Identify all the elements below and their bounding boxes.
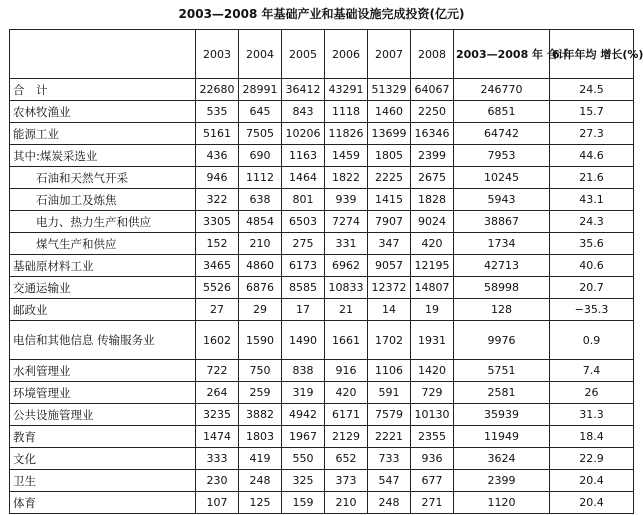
header-year: 2008 <box>411 30 454 79</box>
year-value-cell: 550 <box>282 448 325 470</box>
row-category: 环境管理业 <box>10 382 196 404</box>
row-category: 体育 <box>10 492 196 514</box>
year-value-cell: 2221 <box>368 426 411 448</box>
table-row <box>10 123 634 145</box>
year-value-cell: 22680 <box>196 79 239 101</box>
growth-cell: 15.7 <box>550 101 634 123</box>
row-category: 教育 <box>10 426 196 448</box>
year-value-cell: 9057 <box>368 255 411 277</box>
year-value-cell: 8585 <box>282 277 325 299</box>
year-value-cell: 652 <box>325 448 368 470</box>
year-value-cell: 7505 <box>239 123 282 145</box>
year-value-cell: 10206 <box>282 123 325 145</box>
year-value-cell: 3305 <box>196 211 239 233</box>
growth-cell: 7.4 <box>550 360 634 382</box>
year-value-cell: 6503 <box>282 211 325 233</box>
total-cell: 128 <box>454 299 550 321</box>
year-value-cell: 12195 <box>411 255 454 277</box>
total-cell: 35939 <box>454 404 550 426</box>
header-total: 2003—2008 年 合计 <box>454 30 550 79</box>
year-value-cell: 28991 <box>239 79 282 101</box>
row-category: 煤气生产和供应 <box>10 233 196 255</box>
row-category: 公共设施管理业 <box>10 404 196 426</box>
header-category <box>10 30 196 79</box>
year-value-cell: 1106 <box>368 360 411 382</box>
year-value-cell: 1460 <box>368 101 411 123</box>
year-value-cell: 333 <box>196 448 239 470</box>
growth-cell: 24.5 <box>550 79 634 101</box>
growth-cell: 24.3 <box>550 211 634 233</box>
year-value-cell: 6173 <box>282 255 325 277</box>
row-category: 电力、热力生产和供应 <box>10 211 196 233</box>
year-value-cell: 159 <box>282 492 325 514</box>
year-value-cell: 838 <box>282 360 325 382</box>
year-value-cell: 3235 <box>196 404 239 426</box>
table-body <box>10 79 634 514</box>
row-category: 能源工业 <box>10 123 196 145</box>
year-value-cell: 1602 <box>196 321 239 360</box>
growth-cell: 26 <box>550 382 634 404</box>
total-cell: 9976 <box>454 321 550 360</box>
year-value-cell: 690 <box>239 145 282 167</box>
growth-cell: 18.4 <box>550 426 634 448</box>
year-value-cell: 36412 <box>282 79 325 101</box>
year-value-cell: 264 <box>196 382 239 404</box>
year-value-cell: 645 <box>239 101 282 123</box>
header-year: 2004 <box>239 30 282 79</box>
year-value-cell: 7907 <box>368 211 411 233</box>
year-value-cell: 271 <box>411 492 454 514</box>
year-value-cell: 7579 <box>368 404 411 426</box>
year-value-cell: 275 <box>282 233 325 255</box>
total-cell: 1734 <box>454 233 550 255</box>
year-value-cell: 2355 <box>411 426 454 448</box>
year-value-cell: 51329 <box>368 79 411 101</box>
total-cell: 2399 <box>454 470 550 492</box>
table-row <box>10 382 634 404</box>
year-value-cell: 1967 <box>282 426 325 448</box>
total-cell: 11949 <box>454 426 550 448</box>
growth-cell: 44.6 <box>550 145 634 167</box>
year-value-cell: 12372 <box>368 277 411 299</box>
growth-cell: 40.6 <box>550 255 634 277</box>
year-value-cell: 13699 <box>368 123 411 145</box>
growth-cell: 27.3 <box>550 123 634 145</box>
growth-cell: 0.9 <box>550 321 634 360</box>
table-row <box>10 211 634 233</box>
table-row <box>10 470 634 492</box>
year-value-cell: 5161 <box>196 123 239 145</box>
header-row <box>10 30 634 79</box>
header-growth: 6 年年均 增长(%) <box>550 30 634 79</box>
year-value-cell: 2399 <box>411 145 454 167</box>
row-category: 石油加工及炼焦 <box>10 189 196 211</box>
row-category: 邮政业 <box>10 299 196 321</box>
year-value-cell: 1474 <box>196 426 239 448</box>
row-category: 石油和天然气开采 <box>10 167 196 189</box>
year-value-cell: 722 <box>196 360 239 382</box>
year-value-cell: 1490 <box>282 321 325 360</box>
year-value-cell: 729 <box>411 382 454 404</box>
year-value-cell: 843 <box>282 101 325 123</box>
investment-table <box>9 29 643 514</box>
year-value-cell: 547 <box>368 470 411 492</box>
year-value-cell: 19 <box>411 299 454 321</box>
row-category: 交通运输业 <box>10 277 196 299</box>
year-value-cell: 535 <box>196 101 239 123</box>
year-value-cell: 259 <box>239 382 282 404</box>
year-value-cell: 1590 <box>239 321 282 360</box>
total-cell: 3624 <box>454 448 550 470</box>
year-value-cell: 2129 <box>325 426 368 448</box>
year-value-cell: 14 <box>368 299 411 321</box>
year-value-cell: 322 <box>196 189 239 211</box>
year-value-cell: 1702 <box>368 321 411 360</box>
total-cell: 6851 <box>454 101 550 123</box>
total-cell: 58998 <box>454 277 550 299</box>
total-cell: 2581 <box>454 382 550 404</box>
row-category: 合 计 <box>10 79 196 101</box>
row-category: 电信和其他信息 传输服务业 <box>10 321 196 360</box>
table-row <box>10 277 634 299</box>
year-value-cell: 939 <box>325 189 368 211</box>
year-value-cell: 1822 <box>325 167 368 189</box>
row-category: 卫生 <box>10 470 196 492</box>
year-value-cell: 10130 <box>411 404 454 426</box>
table-row <box>10 101 634 123</box>
row-category: 农林牧渔业 <box>10 101 196 123</box>
table-row <box>10 233 634 255</box>
row-category: 水利管理业 <box>10 360 196 382</box>
total-cell: 64742 <box>454 123 550 145</box>
year-value-cell: 946 <box>196 167 239 189</box>
year-value-cell: 6876 <box>239 277 282 299</box>
header-year: 2003 <box>196 30 239 79</box>
year-value-cell: 230 <box>196 470 239 492</box>
table-row <box>10 79 634 101</box>
year-value-cell: 1163 <box>282 145 325 167</box>
year-value-cell: 6171 <box>325 404 368 426</box>
header-year: 2007 <box>368 30 411 79</box>
year-value-cell: 1415 <box>368 189 411 211</box>
year-value-cell: 14807 <box>411 277 454 299</box>
table-row <box>10 404 634 426</box>
year-value-cell: 11826 <box>325 123 368 145</box>
year-value-cell: 125 <box>239 492 282 514</box>
year-value-cell: 29 <box>239 299 282 321</box>
year-value-cell: 373 <box>325 470 368 492</box>
year-value-cell: 4860 <box>239 255 282 277</box>
year-value-cell: 2225 <box>368 167 411 189</box>
table-row <box>10 321 634 360</box>
year-value-cell: 6962 <box>325 255 368 277</box>
year-value-cell: 677 <box>411 470 454 492</box>
total-cell: 42713 <box>454 255 550 277</box>
year-value-cell: 1931 <box>411 321 454 360</box>
year-value-cell: 319 <box>282 382 325 404</box>
year-value-cell: 3465 <box>196 255 239 277</box>
total-cell: 5751 <box>454 360 550 382</box>
year-value-cell: 17 <box>282 299 325 321</box>
year-value-cell: 638 <box>239 189 282 211</box>
table-title: 2003—2008 年基础产业和基础设施完成投资(亿元) <box>178 7 465 21</box>
year-value-cell: 7274 <box>325 211 368 233</box>
total-cell: 5943 <box>454 189 550 211</box>
row-category: 基础原材料工业 <box>10 255 196 277</box>
growth-cell: 35.6 <box>550 233 634 255</box>
year-value-cell: 419 <box>239 448 282 470</box>
year-value-cell: 750 <box>239 360 282 382</box>
growth-cell: −35.3 <box>550 299 634 321</box>
table-row <box>10 167 634 189</box>
year-value-cell: 10833 <box>325 277 368 299</box>
row-category: 文化 <box>10 448 196 470</box>
year-value-cell: 2250 <box>411 101 454 123</box>
year-value-cell: 347 <box>368 233 411 255</box>
year-value-cell: 5526 <box>196 277 239 299</box>
year-value-cell: 9024 <box>411 211 454 233</box>
year-value-cell: 16346 <box>411 123 454 145</box>
year-value-cell: 152 <box>196 233 239 255</box>
year-value-cell: 591 <box>368 382 411 404</box>
year-value-cell: 1420 <box>411 360 454 382</box>
year-value-cell: 64067 <box>411 79 454 101</box>
row-category: 其中:煤炭采选业 <box>10 145 196 167</box>
growth-cell: 20.4 <box>550 470 634 492</box>
year-value-cell: 936 <box>411 448 454 470</box>
total-cell: 1120 <box>454 492 550 514</box>
header-year: 2006 <box>325 30 368 79</box>
table-row <box>10 448 634 470</box>
year-value-cell: 4942 <box>282 404 325 426</box>
year-value-cell: 325 <box>282 470 325 492</box>
year-value-cell: 801 <box>282 189 325 211</box>
year-value-cell: 248 <box>239 470 282 492</box>
year-value-cell: 1805 <box>368 145 411 167</box>
year-value-cell: 436 <box>196 145 239 167</box>
growth-cell: 21.6 <box>550 167 634 189</box>
total-cell: 38867 <box>454 211 550 233</box>
total-cell: 10245 <box>454 167 550 189</box>
table-row <box>10 255 634 277</box>
year-value-cell: 1112 <box>239 167 282 189</box>
growth-cell: 31.3 <box>550 404 634 426</box>
growth-cell: 20.7 <box>550 277 634 299</box>
year-value-cell: 420 <box>325 382 368 404</box>
growth-cell: 43.1 <box>550 189 634 211</box>
table-row <box>10 299 634 321</box>
year-value-cell: 733 <box>368 448 411 470</box>
year-value-cell: 210 <box>325 492 368 514</box>
table-row <box>10 492 634 514</box>
table-row <box>10 360 634 382</box>
year-value-cell: 1118 <box>325 101 368 123</box>
total-cell: 7953 <box>454 145 550 167</box>
growth-cell: 20.4 <box>550 492 634 514</box>
year-value-cell: 107 <box>196 492 239 514</box>
year-value-cell: 1459 <box>325 145 368 167</box>
year-value-cell: 21 <box>325 299 368 321</box>
year-value-cell: 916 <box>325 360 368 382</box>
growth-cell: 22.9 <box>550 448 634 470</box>
year-value-cell: 1464 <box>282 167 325 189</box>
year-value-cell: 4854 <box>239 211 282 233</box>
total-cell: 246770 <box>454 79 550 101</box>
year-value-cell: 248 <box>368 492 411 514</box>
table-row <box>10 189 634 211</box>
year-value-cell: 1803 <box>239 426 282 448</box>
year-value-cell: 3882 <box>239 404 282 426</box>
header-year: 2005 <box>282 30 325 79</box>
table-row <box>10 426 634 448</box>
year-value-cell: 2675 <box>411 167 454 189</box>
year-value-cell: 420 <box>411 233 454 255</box>
year-value-cell: 1661 <box>325 321 368 360</box>
year-value-cell: 210 <box>239 233 282 255</box>
year-value-cell: 43291 <box>325 79 368 101</box>
year-value-cell: 1828 <box>411 189 454 211</box>
year-value-cell: 331 <box>325 233 368 255</box>
table-row <box>10 145 634 167</box>
year-value-cell: 27 <box>196 299 239 321</box>
